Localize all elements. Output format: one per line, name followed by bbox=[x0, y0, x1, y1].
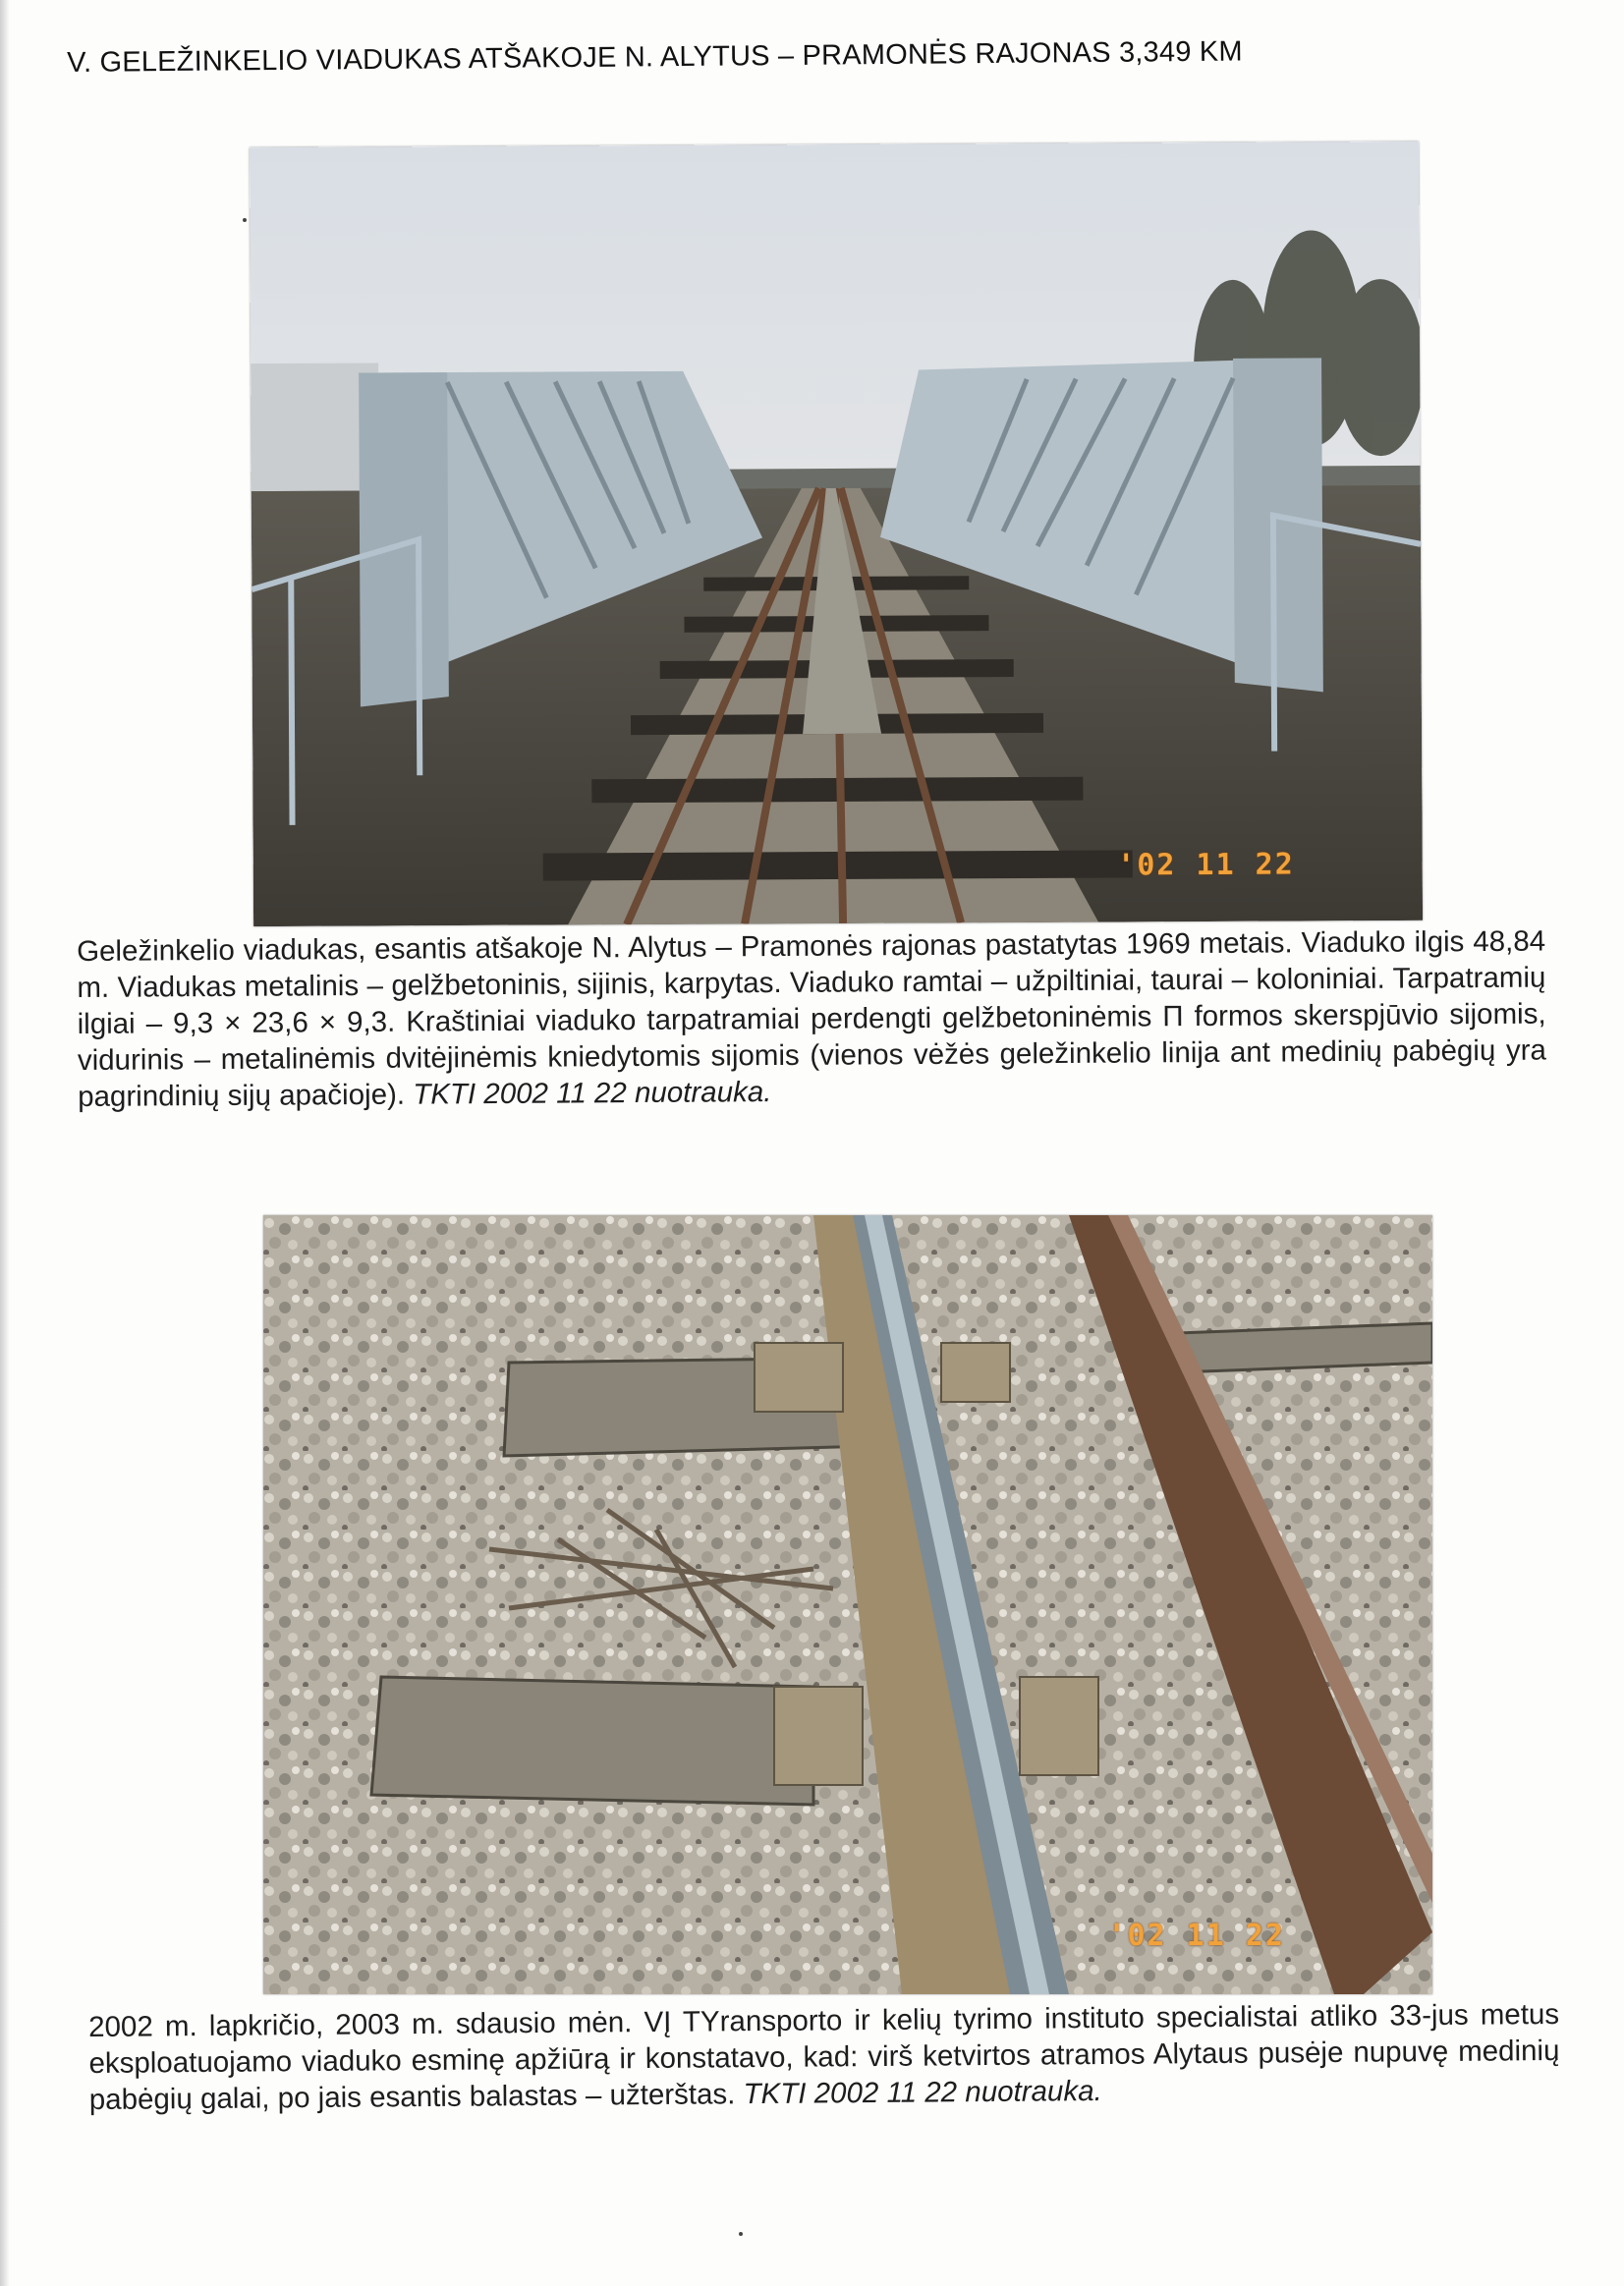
page-edge bbox=[0, 0, 10, 2286]
photo-credit: TKTI 2002 11 22 nuotrauka. bbox=[413, 1076, 772, 1111]
viaduct-photo bbox=[250, 141, 1423, 926]
viaduct-photo-caption bbox=[77, 923, 1546, 1115]
scan-speck bbox=[243, 218, 247, 222]
rail-closeup-caption bbox=[88, 1996, 1560, 2118]
viaduct-photo-image bbox=[250, 141, 1423, 926]
rail-closeup-photo-image bbox=[263, 1215, 1432, 1994]
photo-date-stamp: '02 11 22 bbox=[1117, 847, 1295, 883]
page-title: V. GELEŽINKELIO VIADUKAS ATŠAKOJE N. ALYTUS – PRAMONĖS RAJONAS 3,349 KM bbox=[67, 35, 1243, 79]
photo-date-stamp: '02 11 22 bbox=[1107, 1919, 1285, 1953]
caption-text: Geležinkelio viadukas, esantis atšakoje N. Alytus – Pramonės rajonas pastatytas 1969 metais. Viaduko ilgis 48,84 m. Viadukas metalinis – gelžbetoninis, sijinis, karpytas. Viaduko ramtai – užpiltiniai, taurai – koloniniai. Tarpatramių ilgiai – 9,3 × 23,6 × 9,3. Kraštiniai viaduko tarpatramiai perdengti gelžbetoninėmis П formos skerspjūvio sijomis, vidurinis – metalinėmis dvitėjinėmis kniedytomis sijomis (vienos vėžės geležinkelio linija ant medinių pabėgių yra pagrindinių sijų apačioje). bbox=[77, 924, 1546, 1113]
rail-closeup-photo bbox=[263, 1215, 1432, 1994]
scan-speck bbox=[739, 2232, 743, 2236]
photo-credit: TKTI 2002 11 22 nuotrauka. bbox=[743, 2075, 1102, 2111]
caption-text: 2002 m. lapkričio, 2003 m. sdausio mėn. VĮ TYransporto ir kelių tyrimo instituto specialistai atliko 33-jus metus eksploatuojamo viaduko esminę apžiūrą ir konstatavo, kad: virš ketvirtos atramos Alytaus pusėje nupuvę medinių pabėgių galai, po jais esantis balastas – užterštas. bbox=[88, 1997, 1560, 2116]
